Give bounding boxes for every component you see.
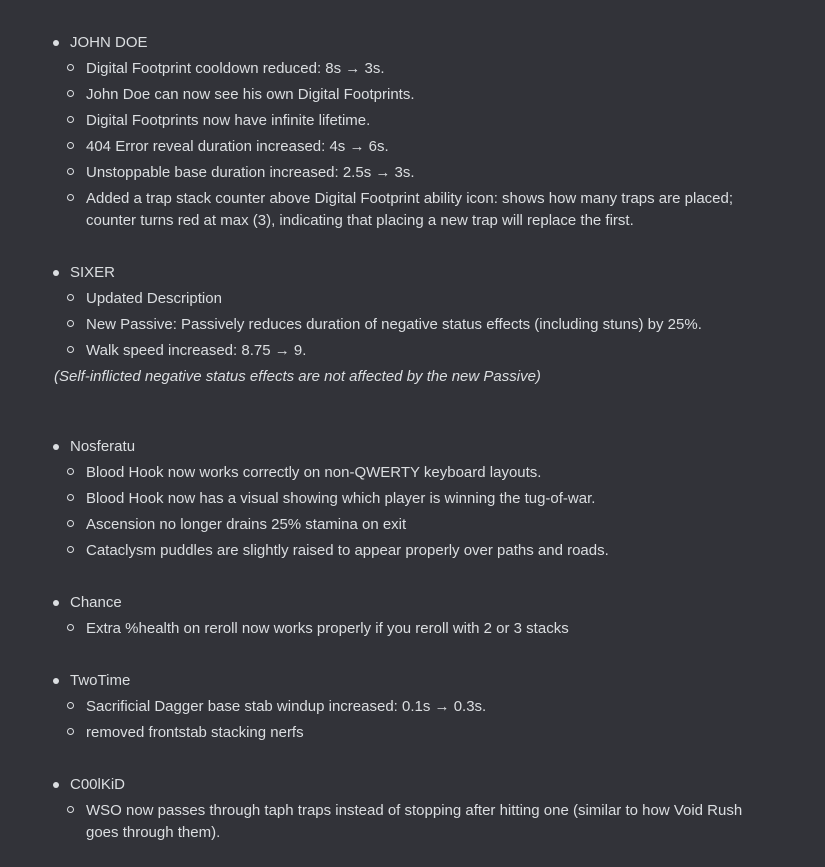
- circle-bullet-icon: [67, 116, 74, 123]
- hero-name-chance: Chance: [70, 594, 122, 611]
- hero-name-nosferatu: Nosferatu: [70, 438, 136, 455]
- circle-bullet-icon: [67, 702, 74, 709]
- hero-name-john-doe: JOHN DOE: [70, 34, 148, 51]
- list-item: removed frontstab stacking nerfs: [86, 724, 304, 741]
- list-item: Walk speed increased: 8.75 → 9.: [86, 342, 307, 359]
- list-item: Extra %health on reroll now works properly if you reroll with 2 or 3 stacks: [86, 620, 569, 637]
- hero-name-twotime: TwoTime: [70, 672, 131, 689]
- circle-bullet-icon: [67, 494, 74, 501]
- list-item: Sacrificial Dagger base stab windup increased: 0.1s → 0.3s.: [86, 698, 487, 715]
- italic-note: (Self-inflicted negative status effects are not affected by the new Passive): [54, 368, 541, 385]
- circle-bullet-icon: [67, 64, 74, 71]
- list-item: 404 Error reveal duration increased: 4s → 6s.: [86, 138, 389, 155]
- circle-bullet-icon: [67, 142, 74, 149]
- circle-bullet-icon: [67, 806, 74, 813]
- circle-bullet-icon: [67, 468, 74, 475]
- bullet-icon: [53, 782, 59, 788]
- list-item: Digital Footprint cooldown reduced: 8s → 3s.: [86, 60, 385, 77]
- list-item: Added a trap stack counter above Digital Footprint ability icon: shows how many traps are placed; counter turns red at max (3), indicating that placing a new trap will replace the first.: [86, 190, 734, 229]
- list-item: Unstoppable base duration increased: 2.5s → 3s.: [86, 164, 415, 181]
- circle-bullet-icon: [67, 546, 74, 553]
- hero-name-sixer: SIXER: [70, 264, 116, 281]
- list-item: Blood Hook now works correctly on non-QWERTY keyboard layouts.: [86, 464, 542, 481]
- hero-name-c00lkid: C00lKiD: [70, 776, 126, 793]
- circle-bullet-icon: [67, 168, 74, 175]
- circle-bullet-icon: [67, 294, 74, 301]
- list-item: Blood Hook now has a visual showing which player is winning the tug-of-war.: [86, 490, 596, 507]
- bullet-icon: [53, 444, 59, 450]
- list-item: New Passive: Passively reduces duration of negative status effects (including stuns) by 25%.: [86, 316, 702, 333]
- list-item: Digital Footprints now have infinite lifetime.: [86, 112, 371, 129]
- list-item: John Doe can now see his own Digital Footprints.: [86, 86, 415, 103]
- circle-bullet-icon: [67, 520, 74, 527]
- circle-bullet-icon: [67, 728, 74, 735]
- list-item: Updated Description: [86, 290, 222, 307]
- list-item: WSO now passes through taph traps instead of stopping after hitting one (similar to how Void Rush goes through them).: [86, 802, 743, 841]
- circle-bullet-icon: [67, 90, 74, 97]
- bullet-icon: [53, 678, 59, 684]
- list-item: Cataclysm puddles are slightly raised to appear properly over paths and roads.: [86, 542, 609, 559]
- list-item: Ascension no longer drains 25% stamina on exit: [86, 516, 407, 533]
- circle-bullet-icon: [67, 194, 74, 201]
- bullet-icon: [53, 600, 59, 606]
- circle-bullet-icon: [67, 624, 74, 631]
- circle-bullet-icon: [67, 320, 74, 327]
- bullet-icon: [53, 40, 59, 46]
- circle-bullet-icon: [67, 346, 74, 353]
- bullet-icon: [53, 270, 59, 276]
